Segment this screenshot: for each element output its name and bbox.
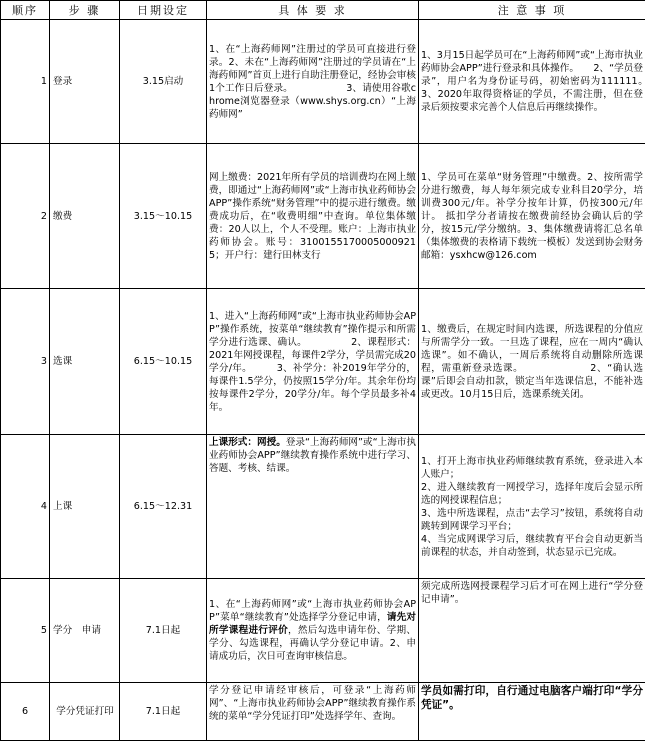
req-text: 登录“上海药师网”或“上海市执业药师协会APP”继续教育操作系统中进行学习、答题、考核、结课。: [209, 437, 416, 474]
row-notes: 1、缴费后，在规定时间内选课，所选课程的分值应与所需学分一致。一旦选了课程，应在一周内“确认选课”。如不确认，一周后系统将自动删除所选课程，需重新登录选课。 2、“确认选课”后即会自动扣款，锁定当年选课信息，不能补选或更改。10月15日后，选课系统关闭。: [419, 289, 645, 435]
table-row: [1, 435, 645, 579]
table-row: [1, 144, 645, 289]
row-notes: 1、3月15日起学员可在“上海药师网”或“上海市执业药师协会APP”进行登录和具体操作。 2、“学员登录”，用户名为身份证号码，初始密码为111111。 3、2020年取得资格证的学员，不需注册，但在登录后须按要求完善个人信息后再继续操作。: [419, 20, 645, 144]
row-seq: 3: [1, 289, 50, 435]
row-step: 选课: [50, 289, 120, 435]
header-step: 步 骤: [50, 1, 120, 20]
row-requirements: 1、进入“上海药师网”或“上海市执业药师协会APP”操作系统，按菜单“继续教育”操作提示和所需学分进行选课、确认。 2、课程形式：2021年网授课程，每课件2学分，学员需完成20学分/年。 3、补学分：补2019年学分的，每课件1.5学分，仍按照15学分/年。其余年份均按每课件2学分，20学分/年。每个学员最多补4年。: [207, 289, 419, 435]
row-requirements: 1、在“上海药师网”注册过的学员可直接进行登录。2、未在“上海药师网”注册过的学员请在“上海药师网”首页上进行自助注册登记，经协会审核1个工作日后登录。 3、请使用谷歌chrome浏览器登录（www.shys.org.cn）“上海药师网”: [207, 20, 419, 144]
row-date: 3.15启动: [120, 20, 207, 144]
table-row: [1, 579, 645, 683]
header-requirements: 具 体 要 求: [207, 1, 419, 20]
row-notes: 1、学员可在菜单“财务管理”中缴费。2、按所需学分进行缴费，每人每年须完成专业科目20学分，培训费300元/年。补学分按年计算，仍按300元/年计。 抵扣学分者请按在缴费前经协会确认后的学分，按15元/学分缴纳。3、集体缴费请将汇总名单（集体缴费的表格请下载统一模板）发送到协会财务邮箱：ysxhcw@126.com: [419, 144, 645, 289]
header-row: [1, 1, 645, 20]
req-text-b: ，然后勾选申请年份、学期、学分、勾选课程，再确认学分登记申请。2、申请成功后，次日可查询审核信息。: [209, 625, 416, 662]
row-step: 上课: [50, 435, 120, 579]
row-seq: 5: [1, 579, 50, 683]
header-date: 日期设定: [120, 1, 207, 20]
row-step: 学分凭证打印: [50, 683, 120, 741]
row-date: 7.1日起: [120, 683, 207, 741]
table-row: [1, 20, 645, 144]
table-row: [1, 683, 645, 741]
row-requirements: [207, 435, 419, 579]
row-step: 学分 申请: [50, 579, 120, 683]
row-notes: 学员如需打印，自行通过电脑客户端打印“学分凭证”。: [419, 683, 645, 741]
row-seq: 1: [1, 20, 50, 144]
req-bold: 请先对所学课程进行评价: [209, 612, 416, 636]
row-notes: 须完成所选网授课程学习后才可在网上进行“学分登记申请”。: [419, 579, 645, 683]
row-seq: 6: [1, 683, 50, 741]
row-requirements: [207, 579, 419, 683]
row-step: 登录: [50, 20, 120, 144]
row-requirements: 学分登记申请经审核后，可登录“上海药师网”、“上海市执业药师协会APP”继续教育操作系统的菜单“学分凭证打印”处选择学年、查询。: [207, 683, 419, 741]
row-requirements: 网上缴费：2021年所有学员的培训费均在网上缴费，即通过“上海药师网”或“上海市执业药师协会APP”操作系统“财务管理”中的提示进行缴费。缴费成功后，在“收费明细”中查询。单位集体缴费：20人以上，个人不受理。账户：上海市执业药师协会。账号：31001551700050009215；开户行：建行田林支行: [207, 144, 419, 289]
row-date: 3.15～10.15: [120, 144, 207, 289]
req-text-a: 1、在“上海药师网”或“上海市执业药师协会APP”菜单“继续教育”处选择学分登记申请，: [209, 599, 416, 623]
row-notes: 1、打开上海市执业药师继续教育系统，登录进入本人账户； 2、进入继续教育一网授学习，选择年度后会显示所选的网授课程信息； 3、选中所选课程，点击“去学习”按钮，系统将自动跳转到网课学习平台； 4、当完成网课学习后，继续教育平台会自动更新当前课程的状态，并自动签到，状态显示已完成。: [419, 435, 645, 579]
table-row: [1, 289, 645, 435]
row-seq: 2: [1, 144, 50, 289]
req-bold-lead: 上课形式：网授。: [209, 437, 286, 448]
row-step: 缴费: [50, 144, 120, 289]
row-date: 6.15～12.31: [120, 435, 207, 579]
row-date: 7.1日起: [120, 579, 207, 683]
header-seq: 顺序: [1, 1, 50, 20]
header-notes: 注 意 事 项: [419, 1, 645, 20]
row-date: 6.15～10.15: [120, 289, 207, 435]
row-seq: 4: [1, 435, 50, 579]
